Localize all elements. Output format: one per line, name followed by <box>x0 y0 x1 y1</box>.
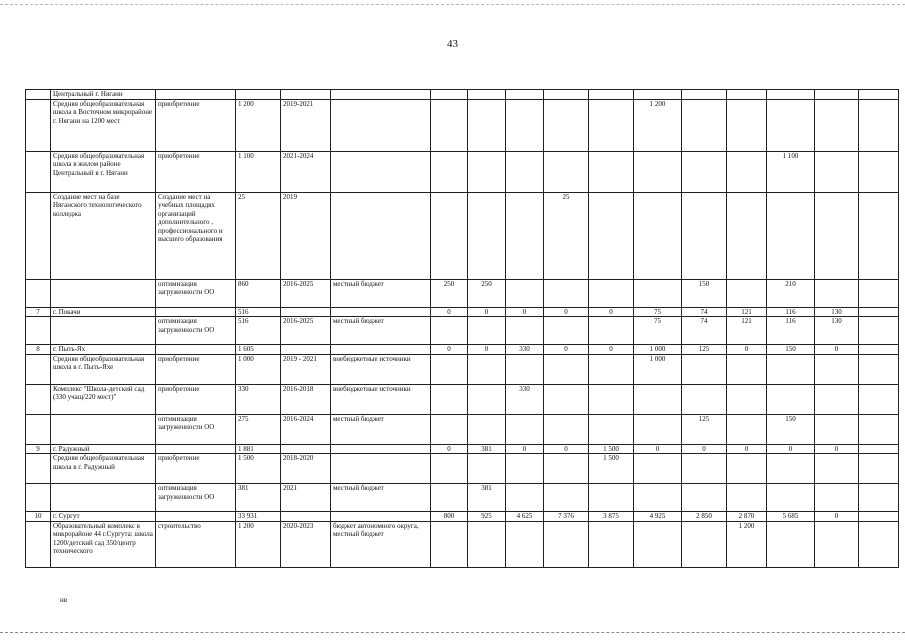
cell-source <box>331 307 431 317</box>
cell-period <box>281 90 331 100</box>
table-row <box>26 414 899 444</box>
cell-y2021 <box>634 484 682 512</box>
cell-y2024 <box>767 521 815 567</box>
cell-y2017: 381 <box>468 484 506 512</box>
cell-y2022 <box>682 192 727 279</box>
cell-no <box>26 384 51 414</box>
cell-y2020 <box>589 384 634 414</box>
cell-name: Комплекс "Школа-детский сад (330 учащ/220 мест)" <box>51 384 156 414</box>
cell-y2018 <box>506 99 544 151</box>
cell-y2022 <box>682 521 727 567</box>
cell-y2025: 0 <box>815 345 859 355</box>
cell-extra <box>859 444 899 454</box>
cell-measure: оптимизация загруженности ОО <box>156 279 236 307</box>
cell-y2016: 0 <box>431 307 468 317</box>
table-body <box>26 90 899 568</box>
cell-period: 2021 <box>281 484 331 512</box>
cell-no <box>26 279 51 307</box>
cell-no <box>26 151 51 192</box>
cell-y2020: 3 875 <box>589 512 634 522</box>
cell-y2024 <box>767 384 815 414</box>
cell-y2021: 1 000 <box>634 354 682 384</box>
cell-source: местный бюджет <box>331 317 431 345</box>
cell-measure: оптимизация загруженности ОО <box>156 317 236 345</box>
cell-y2018 <box>506 414 544 444</box>
cell-y2023: 121 <box>727 317 767 345</box>
cell-y2016 <box>431 317 468 345</box>
cell-y2019 <box>544 99 589 151</box>
cell-y2025 <box>815 354 859 384</box>
cell-source: местный бюджет <box>331 414 431 444</box>
cell-extra <box>859 384 899 414</box>
cell-y2020: 1 500 <box>589 444 634 454</box>
cell-y2024: 0 <box>767 444 815 454</box>
cell-y2021 <box>634 90 682 100</box>
cell-y2023 <box>727 192 767 279</box>
cell-no: 7 <box>26 307 51 317</box>
cell-y2023: 0 <box>727 444 767 454</box>
cell-y2018: 330 <box>506 384 544 414</box>
cell-y2025 <box>815 151 859 192</box>
table-row <box>26 90 899 100</box>
cell-y2019 <box>544 90 589 100</box>
cell-y2016 <box>431 90 468 100</box>
cell-measure: приобретение <box>156 454 236 484</box>
cell-no: 10 <box>26 512 51 522</box>
cell-y2024: 150 <box>767 345 815 355</box>
cell-name <box>51 484 156 512</box>
cell-name <box>51 317 156 345</box>
cell-name: г. Радужный <box>51 444 156 454</box>
cell-measure: приобретение <box>156 99 236 151</box>
cell-y2022: 125 <box>682 345 727 355</box>
investment-table <box>25 89 899 568</box>
cell-y2017 <box>468 414 506 444</box>
cell-y2018 <box>506 151 544 192</box>
cell-y2024 <box>767 99 815 151</box>
cell-y2025 <box>815 454 859 484</box>
cell-measure: Создание мест на учебных площадях организаций дополнительного , профессионального и высшего образования <box>156 192 236 279</box>
cell-capacity: 1 605 <box>236 345 281 355</box>
cell-measure <box>156 90 236 100</box>
cell-extra <box>859 512 899 522</box>
cell-y2017 <box>468 317 506 345</box>
municipality-total-row <box>26 345 899 355</box>
cell-y2019 <box>544 317 589 345</box>
cell-capacity: 33 931 <box>236 512 281 522</box>
cell-y2023 <box>727 99 767 151</box>
cell-y2022: 125 <box>682 414 727 444</box>
cell-y2019 <box>544 354 589 384</box>
cell-y2023 <box>727 354 767 384</box>
cell-period: 2019 - 2021 <box>281 354 331 384</box>
cell-y2017: 0 <box>468 345 506 355</box>
cell-y2019 <box>544 414 589 444</box>
cell-no <box>26 99 51 151</box>
cell-y2021 <box>634 414 682 444</box>
cell-extra <box>859 192 899 279</box>
cell-y2022 <box>682 90 727 100</box>
cell-period <box>281 307 331 317</box>
cell-y2020: 1 500 <box>589 454 634 484</box>
cell-source <box>331 345 431 355</box>
cell-y2022 <box>682 484 727 512</box>
cell-extra <box>859 484 899 512</box>
cell-source <box>331 90 431 100</box>
table-row <box>26 454 899 484</box>
cell-y2020 <box>589 99 634 151</box>
cell-y2024: 116 <box>767 317 815 345</box>
cell-capacity <box>236 90 281 100</box>
cell-y2021: 1 000 <box>634 345 682 355</box>
cell-period: 2019-2021 <box>281 99 331 151</box>
cell-y2016 <box>431 521 468 567</box>
cell-capacity: 25 <box>236 192 281 279</box>
cell-y2016 <box>431 484 468 512</box>
cell-y2020: 0 <box>589 345 634 355</box>
cell-source: местный бюджет <box>331 484 431 512</box>
cell-y2016: 800 <box>431 512 468 522</box>
cell-capacity: 381 <box>236 484 281 512</box>
cell-y2018 <box>506 454 544 484</box>
cell-extra <box>859 99 899 151</box>
cell-y2018 <box>506 279 544 307</box>
cell-measure: оптимизация загруженности ОО <box>156 414 236 444</box>
cell-y2016 <box>431 384 468 414</box>
cell-period <box>281 345 331 355</box>
cell-y2016 <box>431 99 468 151</box>
cell-y2016 <box>431 454 468 484</box>
cell-no: 9 <box>26 444 51 454</box>
cell-source: местный бюджет <box>331 279 431 307</box>
cell-y2020: 0 <box>589 307 634 317</box>
cell-measure: строительство <box>156 521 236 567</box>
cell-name: Средняя общеобразовательная школа в жилом районе Центральный в г. Нягани <box>51 151 156 192</box>
cell-extra <box>859 307 899 317</box>
cell-extra <box>859 354 899 384</box>
cell-y2018: 4 625 <box>506 512 544 522</box>
cell-measure <box>156 345 236 355</box>
page-number: 43 <box>447 38 458 50</box>
cell-name: Образовательный комплекс в микрорайоне 44 г.Сургута: школа 1200/детский сад 350/центр технического <box>51 521 156 567</box>
cell-capacity: 275 <box>236 414 281 444</box>
cell-name: Средняя общеобразовательная школа в Восточном микрорайоне г. Нягани на 1200 мест <box>51 99 156 151</box>
cell-source <box>331 512 431 522</box>
cell-y2018 <box>506 192 544 279</box>
table-row <box>26 521 899 567</box>
cell-y2020 <box>589 317 634 345</box>
cell-source: внебюджетные источники <box>331 354 431 384</box>
cell-extra <box>859 414 899 444</box>
cell-capacity: 1 200 <box>236 99 281 151</box>
cell-y2019: 0 <box>544 444 589 454</box>
cell-y2017 <box>468 521 506 567</box>
cell-measure: приобретение <box>156 151 236 192</box>
cell-period: 2016-2018 <box>281 384 331 414</box>
cell-y2017 <box>468 454 506 484</box>
cell-y2025: 130 <box>815 307 859 317</box>
cell-capacity: 516 <box>236 307 281 317</box>
cell-measure <box>156 444 236 454</box>
cell-y2016 <box>431 192 468 279</box>
cell-y2019 <box>544 384 589 414</box>
cell-y2016 <box>431 414 468 444</box>
cell-y2020 <box>589 90 634 100</box>
cell-y2018 <box>506 354 544 384</box>
cell-period: 2016-2024 <box>281 414 331 444</box>
cell-y2022: 74 <box>682 317 727 345</box>
cell-no <box>26 521 51 567</box>
cell-measure: приобретение <box>156 354 236 384</box>
cell-y2024: 1 100 <box>767 151 815 192</box>
cell-name: Средняя общеобразовательная школа в г. Радужный <box>51 454 156 484</box>
cell-y2016 <box>431 151 468 192</box>
cell-y2020 <box>589 484 634 512</box>
cell-y2024: 150 <box>767 414 815 444</box>
cell-name: Центральный г. Нягани <box>51 90 156 100</box>
cell-name <box>51 279 156 307</box>
cell-y2021: 75 <box>634 307 682 317</box>
cell-y2018 <box>506 317 544 345</box>
cell-y2021 <box>634 279 682 307</box>
cell-y2021: 75 <box>634 317 682 345</box>
cell-y2017 <box>468 354 506 384</box>
cell-y2023 <box>727 279 767 307</box>
cell-y2024 <box>767 454 815 484</box>
cell-capacity: 1 200 <box>236 521 281 567</box>
cell-y2025 <box>815 521 859 567</box>
cell-capacity: 1 500 <box>236 454 281 484</box>
cell-y2021 <box>634 151 682 192</box>
cell-y2023: 0 <box>727 345 767 355</box>
cell-y2022 <box>682 354 727 384</box>
cell-name <box>51 414 156 444</box>
cell-y2025: 0 <box>815 444 859 454</box>
cell-y2022 <box>682 151 727 192</box>
cell-source <box>331 454 431 484</box>
cell-y2022: 74 <box>682 307 727 317</box>
cell-y2019 <box>544 454 589 484</box>
cell-y2023 <box>727 454 767 484</box>
cell-y2018 <box>506 90 544 100</box>
table-row <box>26 384 899 414</box>
cell-period: 2019 <box>281 192 331 279</box>
cell-y2017: 250 <box>468 279 506 307</box>
cell-y2017 <box>468 90 506 100</box>
cell-y2023: 1 200 <box>727 521 767 567</box>
cell-y2025: 130 <box>815 317 859 345</box>
cell-source <box>331 444 431 454</box>
cell-y2021: 0 <box>634 444 682 454</box>
cell-y2017 <box>468 192 506 279</box>
cell-no <box>26 90 51 100</box>
municipality-total-row <box>26 444 899 454</box>
cell-name: г. Сургут <box>51 512 156 522</box>
municipality-total-row <box>26 307 899 317</box>
cell-y2021: 4 925 <box>634 512 682 522</box>
cell-y2024: 210 <box>767 279 815 307</box>
cell-period: 2020-2023 <box>281 521 331 567</box>
cell-period: 2016-2025 <box>281 279 331 307</box>
page-top-edge <box>0 4 905 5</box>
cell-y2025 <box>815 414 859 444</box>
cell-source <box>331 151 431 192</box>
cell-y2023 <box>727 151 767 192</box>
cell-y2017 <box>468 384 506 414</box>
cell-no <box>26 414 51 444</box>
cell-capacity: 1 100 <box>236 151 281 192</box>
cell-no: 8 <box>26 345 51 355</box>
cell-y2019: 0 <box>544 307 589 317</box>
cell-measure <box>156 512 236 522</box>
cell-y2018: 330 <box>506 345 544 355</box>
cell-y2023 <box>727 90 767 100</box>
cell-y2019 <box>544 484 589 512</box>
cell-y2024 <box>767 192 815 279</box>
cell-y2020 <box>589 414 634 444</box>
cell-period: 2021-2024 <box>281 151 331 192</box>
cell-y2018 <box>506 521 544 567</box>
cell-name: г. Покачи <box>51 307 156 317</box>
municipality-total-row <box>26 512 899 522</box>
cell-y2018: 0 <box>506 307 544 317</box>
cell-extra <box>859 279 899 307</box>
cell-measure <box>156 307 236 317</box>
cell-no <box>26 317 51 345</box>
cell-y2022: 150 <box>682 279 727 307</box>
cell-y2022: 2 850 <box>682 512 727 522</box>
page-bottom-edge <box>0 632 905 633</box>
cell-capacity: 330 <box>236 384 281 414</box>
cell-y2021 <box>634 384 682 414</box>
cell-no <box>26 484 51 512</box>
cell-y2024 <box>767 484 815 512</box>
cell-y2017 <box>468 99 506 151</box>
cell-y2020 <box>589 151 634 192</box>
cell-y2025 <box>815 99 859 151</box>
cell-no <box>26 192 51 279</box>
cell-measure: оптимизация загруженности ОО <box>156 484 236 512</box>
cell-source: внебюджетные источники <box>331 384 431 414</box>
cell-y2017: 381 <box>468 444 506 454</box>
table-row <box>26 99 899 151</box>
cell-y2017: 0 <box>468 307 506 317</box>
cell-y2016: 250 <box>431 279 468 307</box>
cell-no <box>26 354 51 384</box>
cell-capacity: 860 <box>236 279 281 307</box>
cell-period: 2016-2025 <box>281 317 331 345</box>
cell-y2023: 121 <box>727 307 767 317</box>
cell-y2025 <box>815 90 859 100</box>
cell-extra <box>859 90 899 100</box>
cell-y2022 <box>682 384 727 414</box>
cell-y2021 <box>634 454 682 484</box>
cell-capacity: 1 000 <box>236 354 281 384</box>
cell-period: 2018-2020 <box>281 454 331 484</box>
cell-extra <box>859 151 899 192</box>
cell-y2017 <box>468 151 506 192</box>
cell-y2023 <box>727 484 767 512</box>
cell-y2022 <box>682 99 727 151</box>
cell-y2019 <box>544 279 589 307</box>
cell-period <box>281 444 331 454</box>
cell-y2016: 0 <box>431 444 468 454</box>
cell-y2019: 25 <box>544 192 589 279</box>
cell-y2024 <box>767 90 815 100</box>
cell-extra <box>859 345 899 355</box>
cell-no <box>26 454 51 484</box>
table-row <box>26 484 899 512</box>
cell-y2019: 7 376 <box>544 512 589 522</box>
cell-y2016 <box>431 354 468 384</box>
cell-capacity: 516 <box>236 317 281 345</box>
cell-y2020 <box>589 279 634 307</box>
cell-y2023 <box>727 414 767 444</box>
table-row <box>26 192 899 279</box>
cell-y2025 <box>815 279 859 307</box>
cell-y2022: 0 <box>682 444 727 454</box>
cell-y2018: 0 <box>506 444 544 454</box>
cell-source <box>331 99 431 151</box>
table-row <box>26 151 899 192</box>
cell-y2025 <box>815 384 859 414</box>
cell-y2023 <box>727 384 767 414</box>
cell-name: г. Пыть-Ях <box>51 345 156 355</box>
cell-y2020 <box>589 354 634 384</box>
cell-y2021 <box>634 521 682 567</box>
table-row <box>26 279 899 307</box>
cell-y2020 <box>589 192 634 279</box>
cell-extra <box>859 454 899 484</box>
cell-period <box>281 512 331 522</box>
table-row <box>26 354 899 384</box>
cell-y2024: 5 685 <box>767 512 815 522</box>
cell-y2022 <box>682 454 727 484</box>
cell-y2021 <box>634 192 682 279</box>
cell-y2018 <box>506 484 544 512</box>
cell-y2019 <box>544 521 589 567</box>
cell-y2023: 2 870 <box>727 512 767 522</box>
cell-name: Средняя общеобразовательная школа в г. Пыть-Яхе <box>51 354 156 384</box>
cell-capacity: 1 881 <box>236 444 281 454</box>
cell-y2019 <box>544 151 589 192</box>
cell-y2025 <box>815 192 859 279</box>
footer-mark: нв <box>60 596 68 604</box>
cell-y2024 <box>767 354 815 384</box>
cell-y2025 <box>815 484 859 512</box>
cell-y2021: 1 200 <box>634 99 682 151</box>
cell-name: Создание мест на базе Няганского технологического колледжа <box>51 192 156 279</box>
cell-y2017: 925 <box>468 512 506 522</box>
cell-extra <box>859 521 899 567</box>
cell-y2020 <box>589 521 634 567</box>
cell-source: бюджет автономного округа, местный бюджет <box>331 521 431 567</box>
cell-y2025: 0 <box>815 512 859 522</box>
cell-y2024: 116 <box>767 307 815 317</box>
cell-y2019: 0 <box>544 345 589 355</box>
cell-measure: приобретение <box>156 384 236 414</box>
cell-source <box>331 192 431 279</box>
table-row <box>26 317 899 345</box>
cell-y2016: 0 <box>431 345 468 355</box>
cell-extra <box>859 317 899 345</box>
